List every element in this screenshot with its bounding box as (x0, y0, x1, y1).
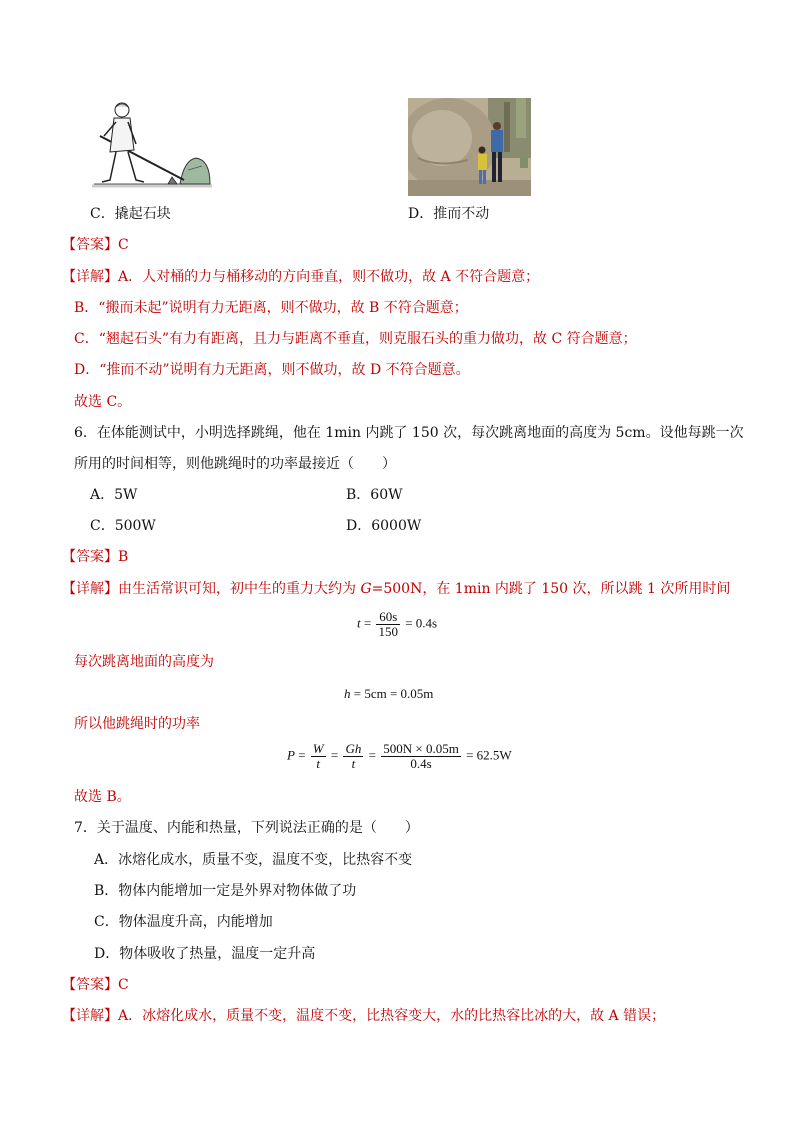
detail-tag: 【详解】 (62, 269, 118, 285)
q6-option-d: D．6000W (346, 518, 422, 534)
equation-time: t = $\frac{60s}{150}$ = 0.4s (357, 609, 438, 639)
equation-power: P = $\frac{W}{t}$ = $\frac{Gh}{t}$ = $\frac{500N \times 0.05m}{0.4s}$ = 62.5W (287, 741, 512, 771)
q6-option-c: C．500W (90, 518, 156, 534)
q7-detail-line: 【详解】A．冰熔化成水，质量不变，温度不变，比热容变大，水的比热容比冰的大，故 A 错误； (62, 1008, 666, 1024)
q5-detail-line-1: 【详解】A．人对桶的力与桶移动的方向垂直，则不做功，故 A 不符合题意； (62, 269, 540, 285)
q5-option-c: C．撬起石块 (90, 206, 171, 222)
push-boulder-photo (408, 98, 531, 196)
q6-text-height: 每次跳离地面的高度为 (74, 654, 214, 670)
q7-stem: 7．关于温度、内能和热量，下列说法正确的是（ ） (74, 820, 419, 836)
q6-stem-line-2: 所用的时间相等，则他跳绳时的功率最接近（ ） (74, 456, 396, 472)
answer-value: C (118, 977, 129, 993)
q5-conclusion: 故选 C。 (74, 394, 132, 410)
q5-detail-line-2: B．“搬而未起”说明有力无距离，则不做功，故 B 不符合题意； (74, 300, 468, 316)
q5-option-d: D．推而不动 (408, 206, 490, 222)
answer-tag: 【答案】 (62, 549, 118, 565)
detail-tag: 【详解】 (62, 1008, 118, 1024)
equation-height: h = 5cm = 0.05m (344, 686, 434, 701)
q6-conclusion: 故选 B。 (74, 789, 131, 805)
q5-detail-line-3: C．“翘起石头”有力有距离，且力与距离不垂直，则克服石头的重力做功，故 C 符合题意； (74, 331, 637, 347)
q6-detail-line: 【详解】由生活常识可知，初中生的重力大约为 G=500N，在 1min 内跳了 150 次，所以跳 1 次所用时间 (62, 581, 731, 597)
q6-stem-line-1: 6．在体能测试中，小明选择跳绳，他在 1min 内跳了 150 次，每次跳离地面的高度为 5cm。设他每跳一次 (74, 425, 744, 441)
q7-option-a: A．冰熔化成水，质量不变，温度不变，比热容不变 (94, 852, 413, 868)
lever-illustration (92, 98, 212, 190)
answer-value: C (118, 237, 129, 253)
q6-text-power: 所以他跳绳时的功率 (74, 716, 200, 732)
q5-detail-line-4: D．“推而不动”说明有力无距离，则不做功，故 D 不符合题意。 (74, 362, 470, 378)
q7-answer-row (62, 975, 129, 995)
answer-tag: 【答案】 (62, 237, 118, 253)
q6-option-a: A．5W (90, 487, 138, 503)
answer-value: B (118, 549, 129, 565)
q7-option-b: B．物体内能增加一定是外界对物体做了功 (94, 883, 357, 899)
q7-option-c: C．物体温度升高，内能增加 (94, 914, 273, 930)
answer-tag: 【答案】 (62, 977, 118, 993)
q5-answer-row (62, 235, 129, 255)
detail-tag: 【详解】 (62, 581, 118, 597)
q7-option-d: D．物体吸收了热量，温度一定升高 (94, 946, 316, 962)
q6-answer-row (62, 547, 128, 567)
q6-option-b: B．60W (346, 487, 403, 503)
